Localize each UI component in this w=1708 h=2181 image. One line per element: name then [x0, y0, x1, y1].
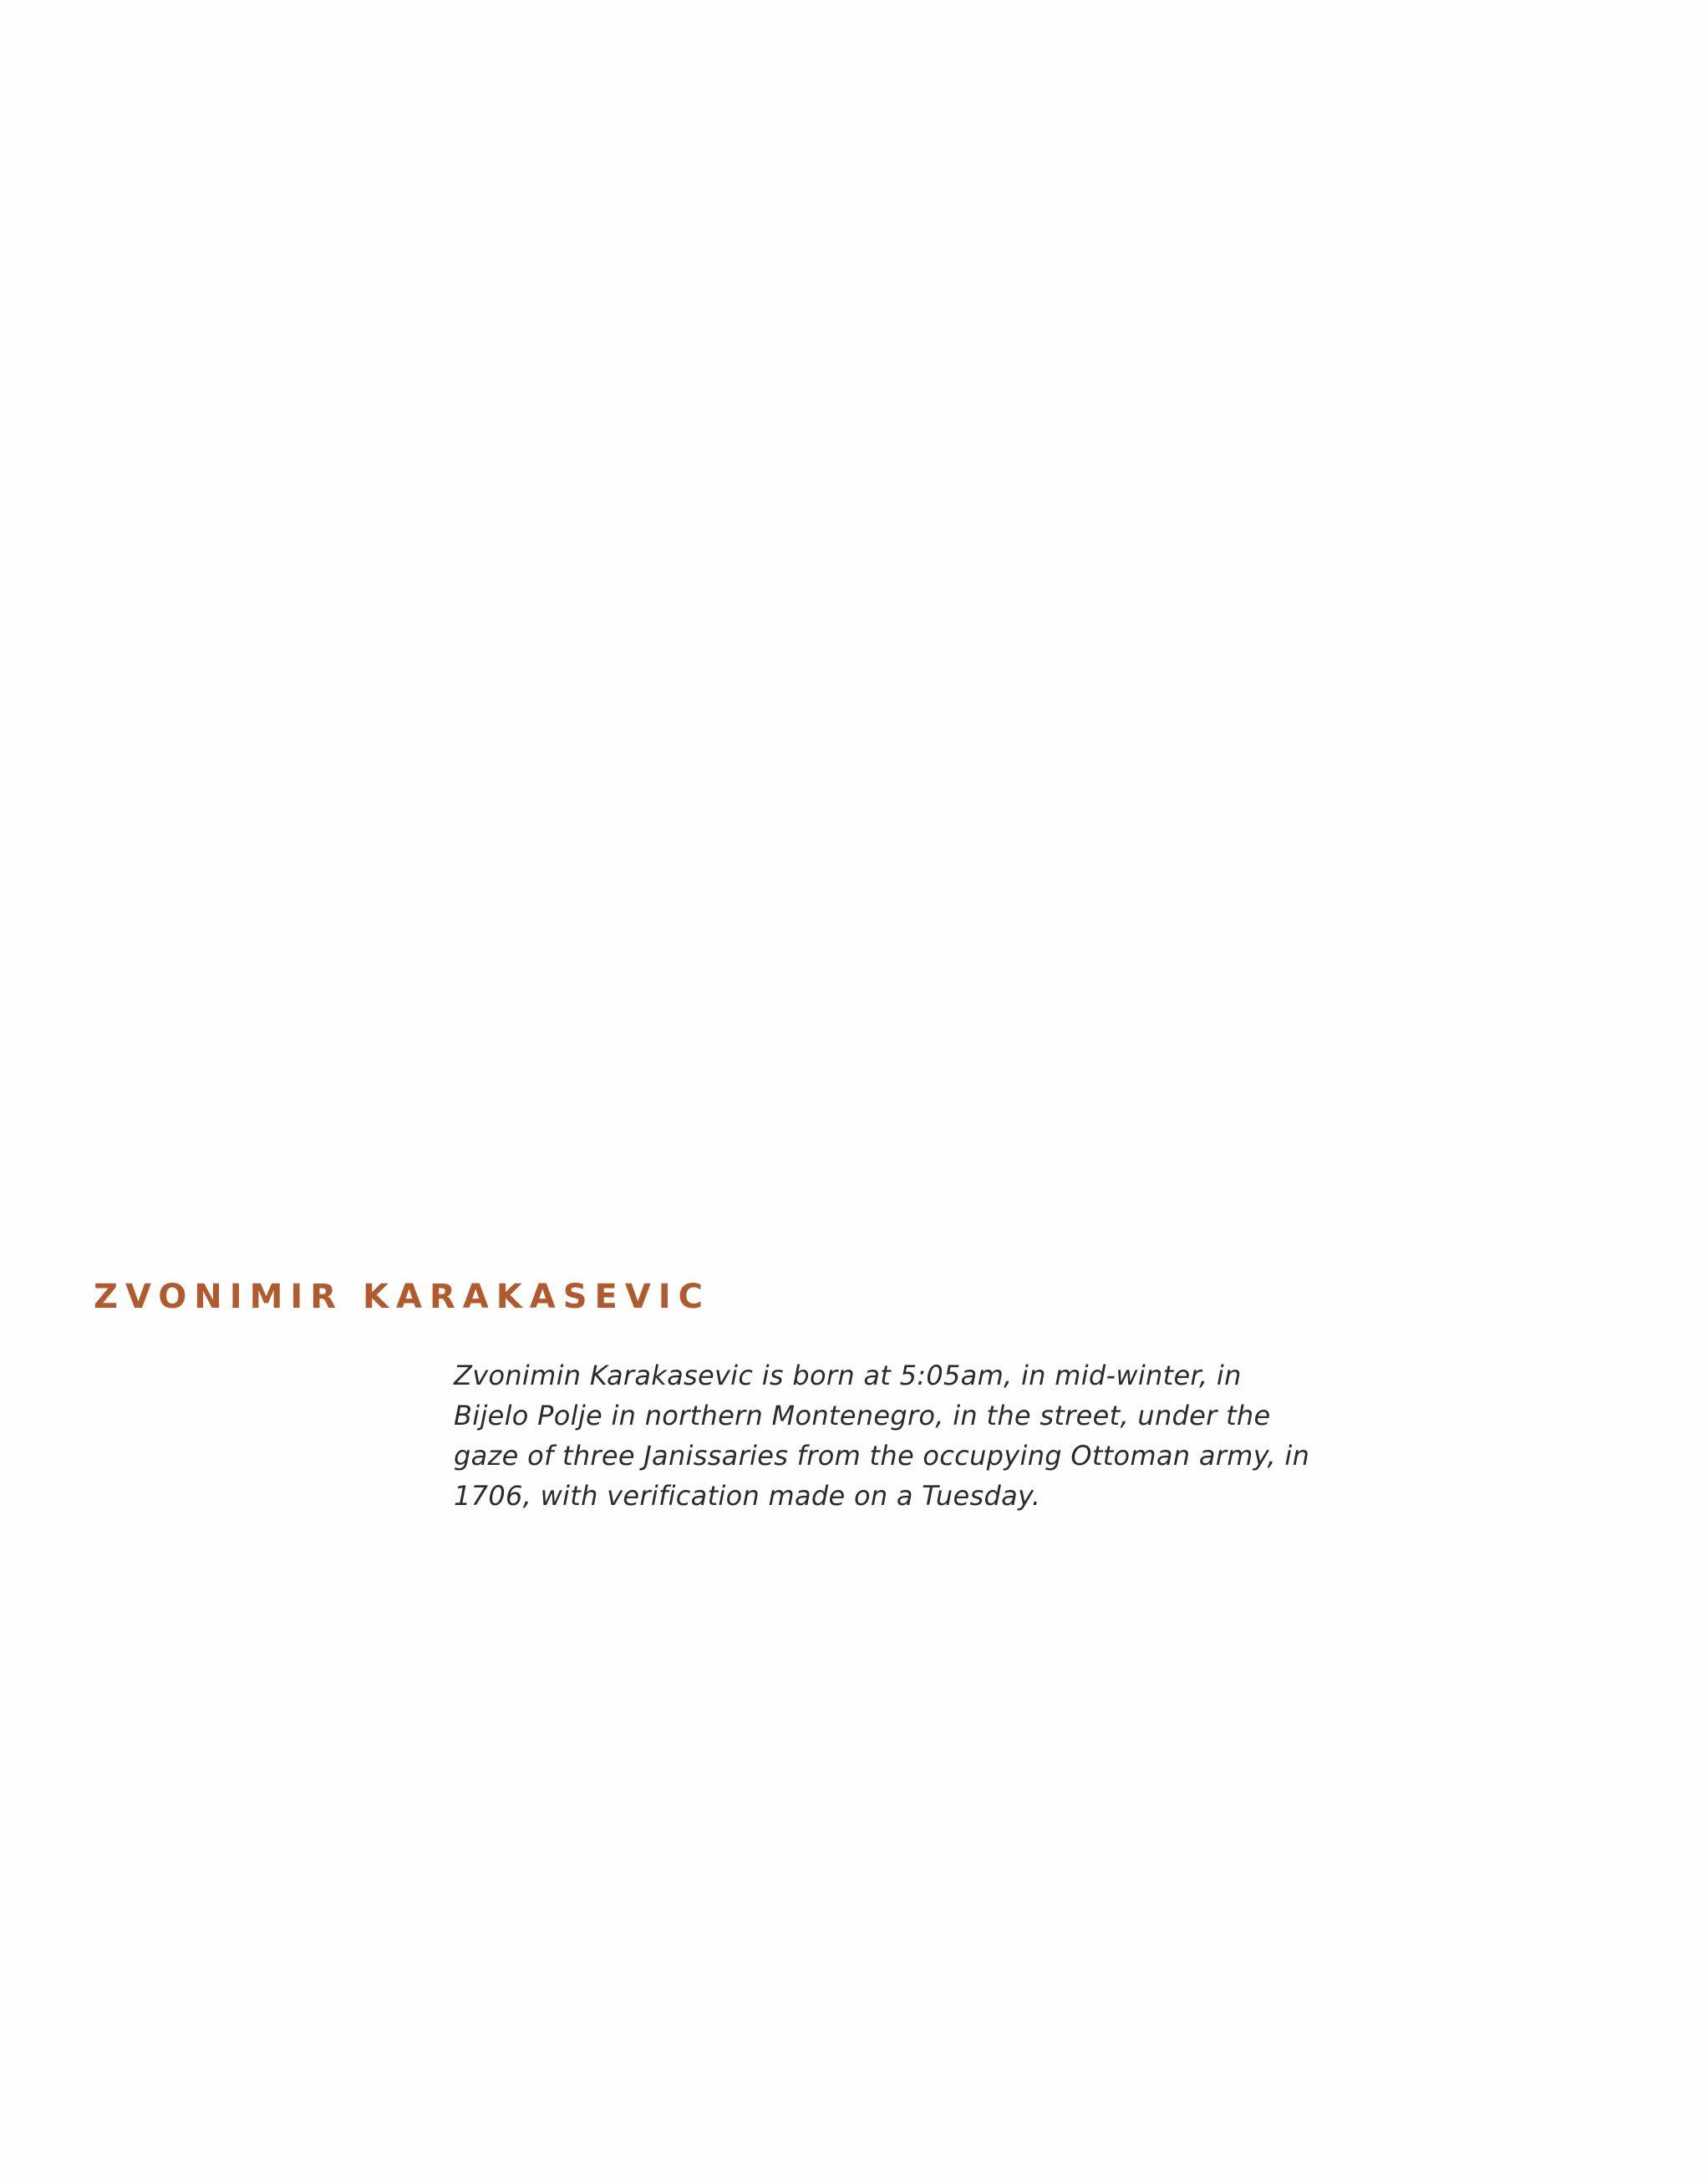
paragraph-line: Zvonimin Karakasevic is born at 5:05am, in mid-winter, in — [454, 1360, 1242, 1391]
biography-paragraph — [454, 1355, 1310, 1516]
paragraph-line: Bijelo Polje in northern Montenegro, in the street, under the — [454, 1400, 1271, 1431]
paragraph-line: 1706, with verification made on a Tuesday. — [454, 1480, 1041, 1512]
person-name-heading: ZVONIMIR KARAKASEVIC — [94, 1278, 711, 1316]
paragraph-line: gaze of three Janissaries from the occupying Ottoman army, in — [454, 1440, 1310, 1472]
